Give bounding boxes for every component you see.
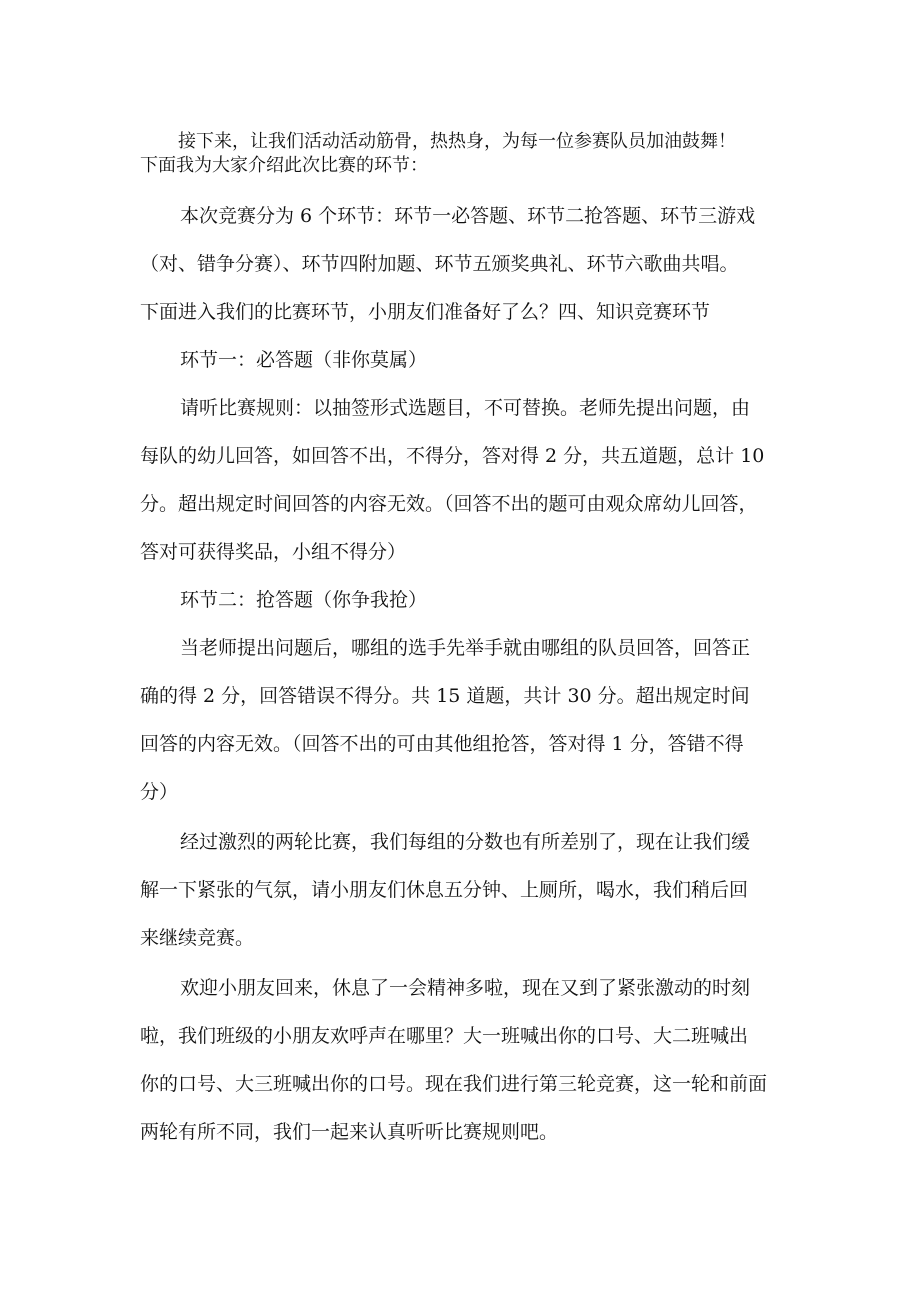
section-heading-2	[140, 576, 800, 624]
text-line: 下面进入我们的比赛环节，小朋友们准备好了么？四、知识竞赛环节	[140, 301, 711, 323]
text-line: 环节一：必答题（非你莫属）	[180, 349, 428, 371]
paragraph-rules-1	[140, 384, 800, 576]
paragraph-sections-overview	[140, 192, 800, 336]
text-line: 答对可获得奖品，小组不得分）	[140, 541, 407, 563]
text-line: 本次竞赛分为 6 个环节：环节一必答题、环节二抢答题、环节三游戏	[180, 205, 756, 227]
text-line: 欢迎小朋友回来，休息了一会精神多啦，现在又到了紧张激动的时刻	[180, 977, 751, 999]
text-line: 经过激烈的两轮比赛，我们每组的分数也有所差别了，现在让我们缓	[180, 831, 751, 853]
paragraph-break	[140, 818, 800, 962]
section-heading-1	[140, 336, 800, 384]
text-line: 两轮有所不同，我们一起来认真听听比赛规则吧。	[140, 1121, 559, 1143]
intro-paragraph	[140, 130, 800, 178]
text-line: 分）	[140, 781, 179, 803]
text-line: 接下来，让我们活动活动筋骨，热热身，为每一位参赛队员加油鼓舞！	[178, 131, 736, 152]
text-line: 下面我为大家介绍此次比赛的环节：	[140, 155, 428, 176]
text-line: 分。超出规定时间回答的内容无效。（回答不出的题可由观众席幼儿回答，	[140, 493, 758, 515]
text-line: 你的口号、大三班喊出你的口号。现在我们进行第三轮竞赛，这一轮和前面	[140, 1073, 768, 1095]
paragraph-welcome-back	[140, 964, 800, 1156]
text-line: （对、错争分赛）、环节四附加题、环节五颁奖典礼、环节六歌曲共唱。	[140, 253, 739, 275]
text-line: 回答的内容无效。（回答不出的可由其他组抢答，答对得 1 分，答错不得	[140, 733, 744, 755]
text-line: 请听比赛规则：以抽签形式选题目，不可替换。老师先提出问题，由	[180, 397, 751, 419]
text-line: 来继续竞赛。	[140, 927, 255, 949]
paragraph-rules-2	[140, 624, 800, 816]
text-line: 确的得 2 分，回答错误不得分。共 15 道题，共计 30 分。超出规定时间	[140, 685, 750, 707]
text-line: 解一下紧张的气氛，请小朋友们休息五分钟、上厕所，喝水，我们稍后回	[140, 879, 749, 901]
text-line: 每队的幼儿回答，如回答不出，不得分，答对得 2 分，共五道题，总计 10	[140, 445, 765, 467]
text-line: 当老师提出问题后，哪组的选手先举手就由哪组的队员回答，回答正	[180, 637, 751, 659]
text-line: 啦，我们班级的小朋友欢呼声在哪里？大一班喊出你的口号、大二班喊出	[140, 1025, 749, 1047]
text-line: 环节二：抢答题（你争我抢）	[180, 589, 428, 611]
